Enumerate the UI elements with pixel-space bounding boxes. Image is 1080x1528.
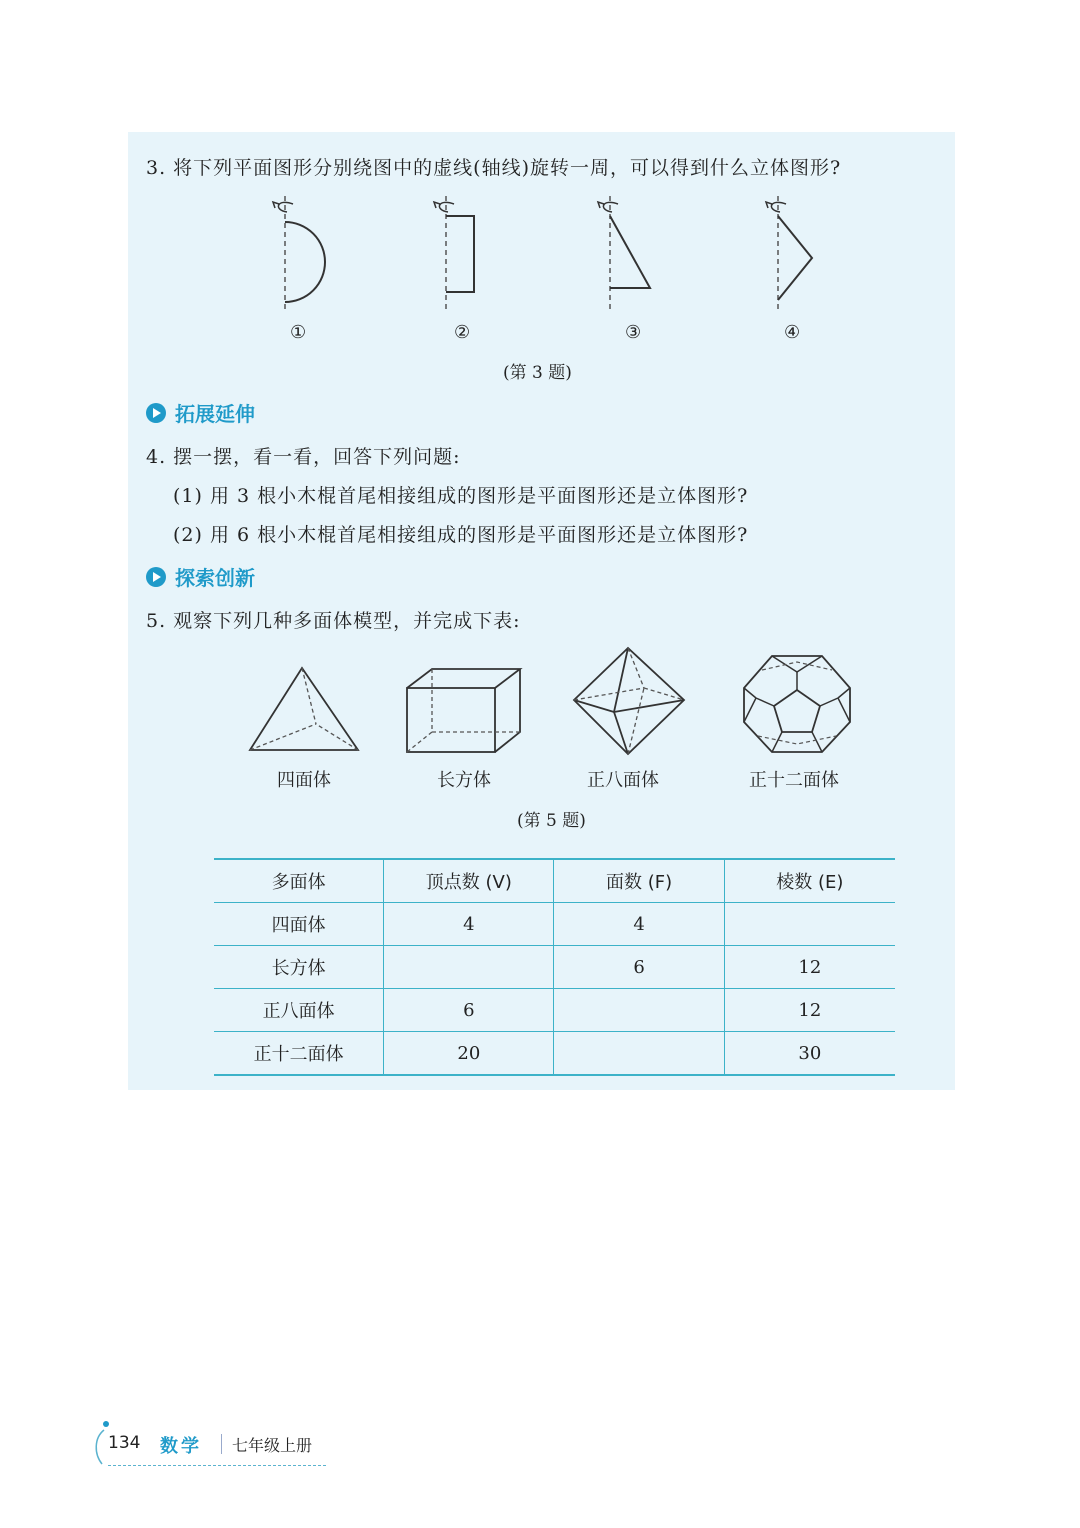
table-row xyxy=(214,903,895,946)
cell-faces xyxy=(554,1032,724,1076)
question-4-sub-2: (2) 用 6 根小木棍首尾相接组成的图形是平面图形还是立体图形? xyxy=(173,524,749,546)
table-header-row xyxy=(214,859,895,903)
figure-2-rectangle xyxy=(426,190,496,315)
figure-label-2: ② xyxy=(454,322,471,343)
cell-vertices: 20 xyxy=(384,1032,554,1076)
dodecahedron-figure xyxy=(738,650,856,758)
shape-label-cuboid: 长方体 xyxy=(437,770,491,791)
cell-faces: 4 xyxy=(554,903,724,946)
figure-label-1: ① xyxy=(290,322,307,343)
section-heading-explore xyxy=(146,562,255,591)
shape-label-tetrahedron: 四面体 xyxy=(277,770,331,791)
page-corner-arc-icon xyxy=(90,1418,110,1468)
cell-vertices: 4 xyxy=(384,903,554,946)
tetrahedron-figure xyxy=(244,660,364,758)
cell-edges xyxy=(724,903,895,946)
cell-edges: 30 xyxy=(724,1032,895,1076)
shape-label-octahedron: 正八面体 xyxy=(587,770,659,791)
play-circle-icon xyxy=(146,567,166,587)
figure-1-semicircle xyxy=(265,190,335,315)
footer-divider xyxy=(221,1434,222,1454)
header-faces: 面数 (F) xyxy=(554,859,724,903)
question-5-text: 5. 观察下列几种多面体模型，并完成下表: xyxy=(146,610,521,632)
play-circle-icon xyxy=(146,403,166,423)
question-4-text: 4. 摆一摆，看一看，回答下列问题: xyxy=(146,446,461,468)
cell-name: 正十二面体 xyxy=(253,1044,344,1065)
table-row xyxy=(214,1032,895,1076)
cell-name: 长方体 xyxy=(271,958,326,979)
cell-edges: 12 xyxy=(724,989,895,1032)
header-edges: 棱数 (E) xyxy=(724,859,895,903)
book-subject: 数学 xyxy=(160,1436,202,1457)
header-polyhedron: 多面体 xyxy=(271,872,326,893)
cell-vertices xyxy=(384,946,554,989)
shape-label-dodecahedron: 正十二面体 xyxy=(749,770,839,791)
header-vertices: 顶点数 (V) xyxy=(384,859,554,903)
octahedron-figure xyxy=(570,644,690,758)
table-row xyxy=(214,946,895,989)
cell-edges: 12 xyxy=(724,946,895,989)
figure-caption-q5: (第 5 题) xyxy=(517,811,586,831)
cuboid-figure xyxy=(402,664,526,756)
cell-name: 正八面体 xyxy=(262,1001,335,1022)
section-heading-label: 探索创新 xyxy=(175,566,255,590)
cell-name: 四面体 xyxy=(271,915,326,936)
page-number: 134 xyxy=(108,1433,141,1453)
question-3-text: 3. 将下列平面图形分别绕图中的虚线(轴线)旋转一周，可以得到什么立体图形? xyxy=(146,157,842,179)
cell-faces: 6 xyxy=(554,946,724,989)
figure-label-3: ③ xyxy=(625,322,642,343)
footer-dashed-rule xyxy=(108,1465,326,1466)
section-heading-label: 拓展延伸 xyxy=(175,402,255,426)
figure-3-triangle xyxy=(590,190,660,315)
polyhedra-table xyxy=(214,858,895,1076)
figure-label-4: ④ xyxy=(784,322,801,343)
figure-4-wedge xyxy=(758,190,828,315)
table-row xyxy=(214,989,895,1032)
cell-faces xyxy=(554,989,724,1032)
page-footer xyxy=(90,1418,340,1468)
section-heading-extend xyxy=(146,398,255,427)
book-grade: 七年级上册 xyxy=(232,1436,313,1455)
cell-vertices: 6 xyxy=(384,989,554,1032)
figure-caption-q3: (第 3 题) xyxy=(503,363,572,383)
question-4-sub-1: (1) 用 3 根小木棍首尾相接组成的图形是平面图形还是立体图形? xyxy=(173,485,749,507)
